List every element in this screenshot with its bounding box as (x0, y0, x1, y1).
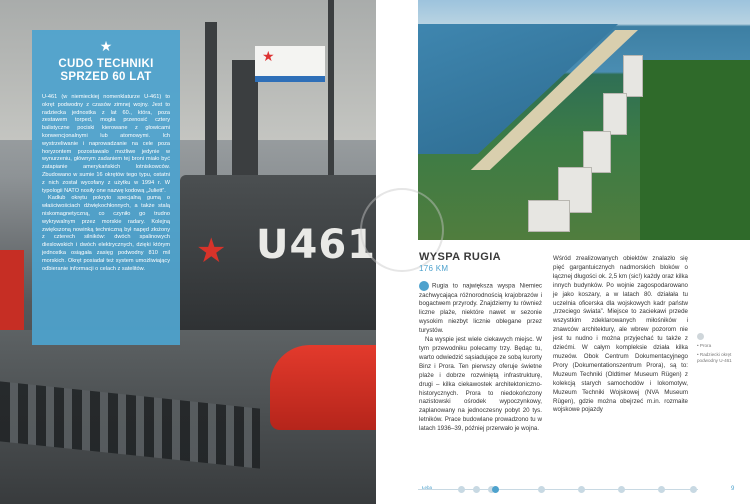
prora-aerial-photo (418, 0, 750, 240)
timeline-dot (658, 486, 665, 493)
building-block (528, 200, 570, 232)
caption-item: • Radziecki okręt podwodny U-461 (697, 352, 732, 363)
star-icon: ★ (99, 38, 113, 54)
info-box-title: CUDO TECHNIKI SPRZED 60 LAT (58, 58, 154, 83)
timeline-start-label: Łeba (422, 485, 433, 490)
info-box (32, 30, 180, 345)
route-timeline (418, 486, 698, 494)
prora-buildings (513, 55, 663, 230)
caption-item: • Prora (697, 343, 712, 348)
building-block (623, 55, 643, 97)
red-star-icon: ★ (196, 232, 227, 270)
building-block (603, 93, 627, 135)
photo-captions (697, 333, 749, 367)
red-hatch (270, 345, 376, 430)
paragraph: Na wyspie jest wiele ciekawych miejsc. W tym przewodniku polecamy trzy. Będąc tu, warto odwiedzić sąsiadujące ze sobą kurorty Binz i Prora. Ten pierwszy oferuje świetne plaże i dobrze rozwiniętą infrastrukturę, drugi – kilka ciekawostek architektoniczno-historycznych. Prora to niedokończony nazistowski ośrodek wypoczynkowy, zaplanowany na jednoczesny pobyt 20 tys. letników. Prace budowlane prowadzono tu w latach 1936–39, później przerwało je wojna. (419, 336, 542, 433)
section-header (419, 251, 501, 273)
timeline-dot (538, 486, 545, 493)
bullet-dot-icon (419, 281, 429, 291)
paragraph-text: Rugia to największa wyspa Niemiec zachwycająca różnorodnością krajobrazów i bogactwem przyrody. Znajdziemy tu również liczne plaże, niektóre nawet w sezonie wysokim niezbyt licznie oblegane przez turystów. (419, 282, 542, 335)
distance-label: 176 KM (419, 264, 449, 273)
paragraph (419, 281, 542, 336)
timeline-dot (578, 486, 585, 493)
caption-dot-icon (697, 333, 704, 340)
timeline-dot (690, 486, 697, 493)
timeline-dot (618, 486, 625, 493)
paragraph: Wśród zrealizowanych obiektów znalazło się pięć gargantuicznych nadmorskich bloków o łącznej długości ok. 2,5 km (sic!) każdy oraz kilka innych budynków. Po wojnie zagospodarowano je jako koszary, a w latach 80. działała tu uczelnia oficerska dla wojskowych kadr państw „trzeciego świata”. Miejsce to zaciekawi przede wszystkim zdeklarowanych miłośników i znawców architektury, ale wbrew pozorom nie jest tu nudno i można przyjechać tu także z dziećmi. W całym kompleksie działa kilka muzeów. Obok Centrum Dokumentacyjnego Prory (Dokumentationszentrum Prora), są to: Muzeum Techniki (Oldtimer Museum Rügen) z kolekcją starych samochodów i lokomotyw, Muzeum Techniki Wojskowej (NVA Museum Rügen), gdzie można obejrzeć m.in. rozmaite wojskowe pojazdy (553, 255, 688, 414)
flag-pole (328, 0, 334, 200)
text-column-1 (419, 281, 542, 434)
timeline-dot (458, 486, 465, 493)
timeline-dot-active (492, 486, 499, 493)
info-box-paragraph: Kadłub okrętu pokryto specjalną gumą o właściwościach dźwiękochłonnych, a także stalą niskomagnetyczną, co czyniło go trudno wykrywalnym przez morskie radary. Kolejną zwiększoną nowinką techniczną był napęd złożony z czterech silników: dwóch spalinowych dieslowskich i dwóch elektrycznych, dzięki którym jednostka osiągała zasięg podwodny 810 mil morskich. Okręt posiadał też system umożliwiający odbieranie informacji o celach z satelitów. (42, 195, 170, 272)
section-title: WYSPA RUGIA (419, 251, 502, 263)
info-box-paragraph: U-461 (w niemieckiej nomenklaturze U-461) to okręt podwodny z czasów zimnej wojny. Jest to radziecka jednostka z lat 60., która, poza zestawem torped, mogła przenosić cztery balistyczne pociski kierowane z głowicami konwencjonalnymi lub atomowymi. Ich wystrzeliwanie i naprowadzanie na cele poza horyzontem pozostawało możliwe jedynie w wynurzeniu, głównym zadaniem tej broni miało być zatapianie amerykańskich lotniskowców. Zbudowano w sumie 16 okrętów tego typu, ostatni z nich został wycofany z użytku w 1994 r. W typologii NATO nosiły one nazwę kodową „Juliett”. (42, 94, 170, 194)
flag-star-icon: ★ (262, 48, 275, 64)
hull-marking: U461 (256, 222, 376, 268)
text-column-2 (553, 255, 688, 415)
red-detail (0, 250, 24, 330)
timeline-dot (473, 486, 480, 493)
page-number: 9 (731, 486, 735, 492)
